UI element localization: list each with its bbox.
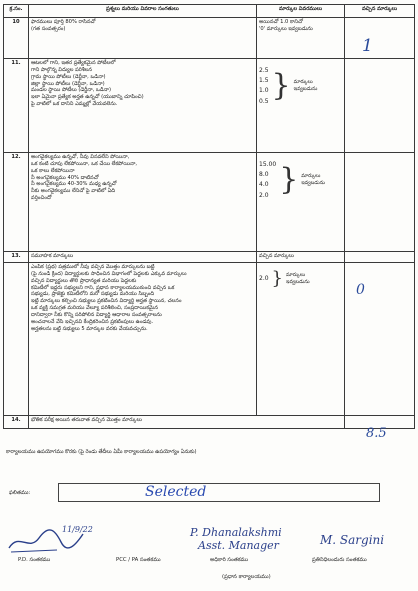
header-marks-detail: మార్కుల వివరములు [257, 5, 345, 18]
officer-title-handwritten: Asst. Manager [198, 539, 279, 552]
head-office-label: (ప్రధాన కార్యాలయము) [222, 574, 271, 580]
handwritten-mark-row-13: 0 [356, 282, 365, 298]
row-marks-detail [257, 59, 345, 153]
row-title: సమూహక మార్కులు [29, 252, 257, 263]
table-row-13-heading [4, 252, 415, 263]
evaluation-table [3, 4, 415, 429]
criteria-line: నీ అంగవైకల్యము 40% దాటినచో [31, 174, 99, 181]
pd-date-handwritten: 11/9/22 [62, 525, 93, 534]
row-marks-detail [257, 263, 345, 416]
pcc-sign-label: PCC / PA సంతకము [116, 557, 161, 563]
row-criteria [29, 153, 257, 252]
office-use-note: కార్యాలయము ఉపయోగము కొరకు (పై రెండు తేదీలు ఏమీ కార్యాలయము ఉపయోగ్యం ఏనుకు) [6, 449, 197, 455]
criteria-line: ఒక కంటి చూపు లేకపోయినా, ఒక చేయి లేకపోయినా, [31, 160, 138, 167]
handwritten-mark-total: 8.5 [366, 426, 387, 441]
member-signature: M. Sargini [320, 533, 385, 547]
handwritten-mark-row-10: 1 [362, 36, 373, 56]
result-value-handwritten: Selected [145, 484, 207, 500]
table-row-14 [4, 416, 415, 429]
marks-value: 1.5 [259, 77, 269, 85]
detail-line: '0' మార్కులు ఇవ్వబడును [259, 25, 313, 32]
marks-value-list [259, 160, 276, 201]
marks-value-list [259, 274, 269, 284]
criteria-line: మండల స్థాయి పోటీలు (డెర్జీనా, ఒడినా) [31, 87, 112, 94]
right-brace-icon: } [271, 68, 291, 104]
row-criteria [29, 263, 257, 416]
row-awarded-cell [345, 252, 415, 263]
pd-sign-label: P.D. సంతకము [18, 557, 51, 563]
criteria-line: జిల్లా స్థాయి పోటీలు (డెర్జీనా, ఒడినా) [31, 80, 105, 87]
row-criteria [29, 18, 257, 59]
marks-value: 1.0 [259, 87, 269, 95]
criteria-line: అర్హతలను బట్టి సభ్యులు 5 మార్కుల వరకు వేయవచ్చును. [31, 325, 148, 332]
criteria-line: గాని పాల్గొన్న విద్యుల పరిశీలన [31, 66, 93, 73]
row-number: 12. [4, 153, 29, 252]
criteria-line: సభ్యుడు, ప్రాజెక్టు కమిటీలోని మరో సభ్యుడు మరియు సిబ్బంది [31, 291, 155, 298]
marks-value: 4.0 [259, 181, 269, 189]
criteria-line: అంచనాలనే వేసి ఇచ్చినవి కేంద్రికరించిన ప్రకటింపులు ఉండవు. [31, 318, 154, 325]
marks-value: 0.5 [259, 97, 269, 105]
criteria-line: (గత సంవత్సరం) [31, 25, 66, 32]
detail-line: అయినచో 1.0 కానిచో [259, 19, 303, 25]
criteria-line: ఎంపిక (ప్రథ) పత్రములో నీవు వచ్చిన మొత్తం మార్కులను బట్టి [31, 264, 155, 270]
criteria-line: ఇలా ఏమైనా ప్రత్యేక అర్హత ఉన్నచో (యుబాన్ని చూపించి) [31, 94, 144, 101]
header-number: క్ర.సం. [4, 5, 29, 18]
criteria-line: వచ్చిన విద్యార్థులు తొలి ప్రాధాన్యత మరియు పెద్దలకు [31, 277, 137, 284]
marks-value: 15.00 [259, 161, 277, 168]
row-criteria [29, 59, 257, 153]
officer-signature: P. Dhanalakshmi [190, 526, 282, 539]
criteria-line: ఆటలలో గాని, ఇతర ప్రత్యేకమైన పోటీలలో [31, 60, 116, 66]
row-marks-detail [257, 18, 345, 59]
marks-side-label: మార్కులు ఇవ్వబడును [301, 173, 325, 187]
criteria-line: కమిటీలో ఇద్దరు సభ్యులని గాని, ప్రధాన కార్యాలయముఠుంచి వచ్చిన ఒక [31, 284, 175, 291]
marks-value: 2.0 [259, 191, 269, 199]
row-awarded-cell [345, 18, 415, 59]
criteria-line: ఒక కాలు లేకపోయినా [31, 167, 75, 174]
marks-value: 2.0 [259, 274, 269, 282]
officer-sign-label: అధికారి సంతకము [210, 557, 249, 563]
criteria-line: ఫారములు పూర్తి 80% రాసినచో [31, 19, 96, 25]
table-row-10 [4, 18, 415, 59]
criteria-line: అంగవైకల్యము ఉన్నచో, నీవు వినవలేని పోయినా, [31, 154, 130, 160]
table-row-12 [4, 153, 415, 252]
criteria-line: గ్రామ స్థాయి పోటీలు (డెర్జీనా, ఒడినా) [31, 73, 106, 80]
result-label: ఫలితము: [9, 490, 31, 496]
row-awarded-cell [345, 263, 415, 416]
table-row-13 [4, 263, 415, 416]
marks-side-label: మార్కులు ఇవ్వబడును [286, 272, 310, 285]
member-sign-label: ప్రతినిధిలందురు సంతకము [312, 557, 367, 563]
row-number: 11. [4, 59, 29, 153]
marks-value: 2.5 [259, 67, 269, 74]
marks-side-label: మార్కులు ఇవ్వబడును [293, 79, 318, 93]
criteria-line: నీ అంగవైకల్యము 40-30% మధ్య ఉన్నచో [31, 181, 117, 188]
row-awarded-cell [345, 59, 415, 153]
row-subtitle: వచ్చిన మార్కులు [257, 252, 345, 263]
header-criteria: ప్రశ్నలు మరియు వివరాల సంగతులు [29, 5, 257, 18]
criteria-line: (పై నుండి క్రింద) విద్యార్థులకు సాధించిన విభాగంలో పెద్దలకు ఎక్కువ మార్కులు [31, 270, 187, 277]
criteria-line: నీకు అంగవైకల్యము లేనిచో పై వాటిలో ఏది [31, 188, 116, 195]
row-number-empty [4, 263, 29, 416]
right-brace-icon: } [271, 268, 283, 289]
table-header-row [4, 5, 415, 18]
row-number: 14. [4, 416, 29, 429]
marks-value: 8.0 [259, 171, 269, 179]
marks-value-list [259, 66, 269, 107]
criteria-line: వర్తించిందో [31, 195, 52, 202]
criteria-line: ఇట్టి మార్కులు కల్పించి సభ్యులు ప్రకటించిన విద్యార్థి అర్హత స్థాయిన, చలనం [31, 298, 182, 305]
result-box [58, 483, 380, 502]
row-number: 13. [4, 252, 29, 263]
header-marks-awarded: వచ్చిన మార్కులు [345, 5, 415, 18]
row-number: 10 [4, 18, 29, 59]
criteria-line: ఒక వ్యక్తి సమగ్రత మరియు వేల్యూ పరిశీలించి, సంప్రదాయికమైన [31, 305, 159, 312]
row-marks-detail [257, 153, 345, 252]
table-row-11 [4, 59, 415, 153]
criteria-line: దానిద్వారా నీకు కొన్ని సరిపోలిన విద్యార్థి ఆధారాల సంవత్సరాలను [31, 312, 162, 319]
criteria-line: పై వాటిలో ఒక దానిని ఎమ్మల్లో వేయవలెను. [31, 101, 118, 108]
row-criteria: భౌతిక పరీక్ష అయిన తరువాత వచ్చిన మొత్తం మార్కులు [29, 416, 345, 429]
right-brace-icon: } [279, 162, 299, 198]
row-awarded-cell [345, 153, 415, 252]
